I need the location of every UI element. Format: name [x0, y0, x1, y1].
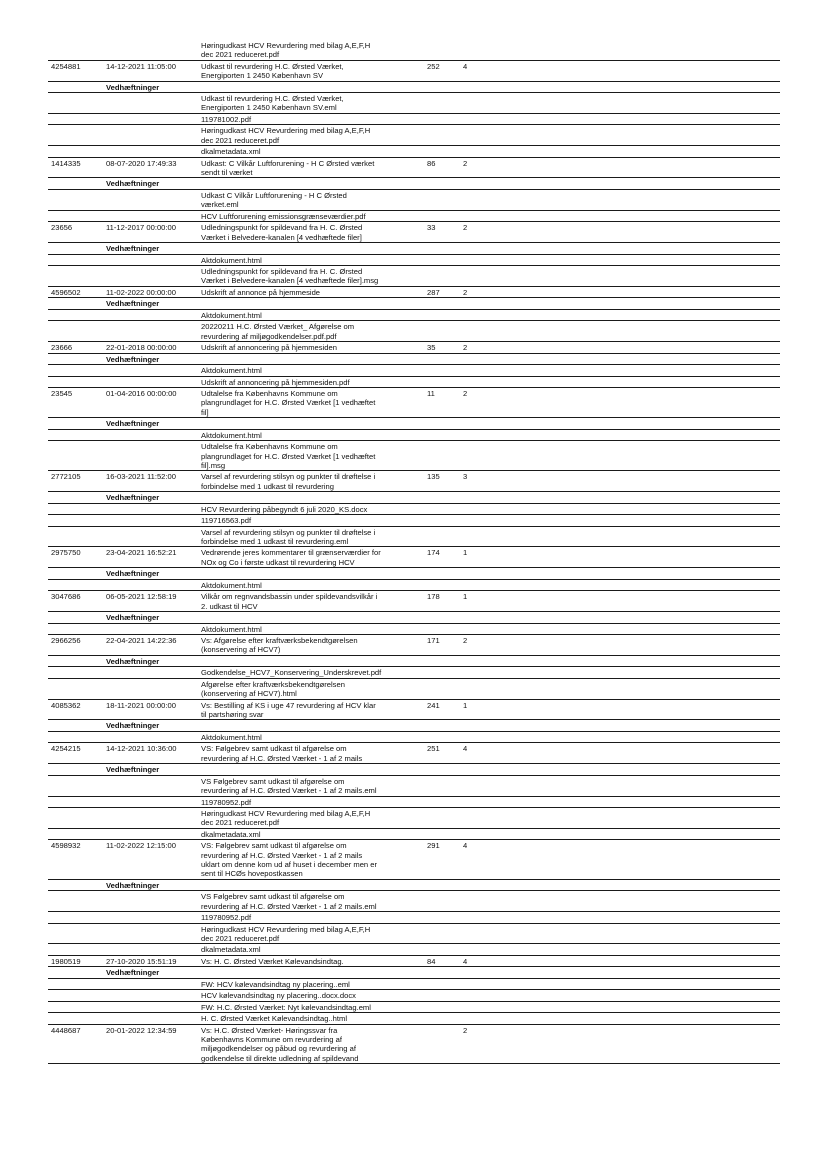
attachment-filename: H. C. Ørsted Værket Kølevandsindtag..html [201, 1014, 348, 1024]
attachments-label: Vedhæftninger [106, 179, 160, 189]
attachment-file-row [48, 515, 780, 527]
record-title: Udskrift af annoncering på hjemmesiden [201, 343, 337, 353]
record-id: 4085362 [51, 700, 81, 710]
attachments-header-row [48, 967, 780, 979]
record-id: 1414335 [51, 158, 81, 168]
record-title: Udledningspunkt for spildevand fra H. C. Ørsted Værket i Belvedere-kanalen [4 vedhæftede filer] [201, 223, 363, 242]
record-count: 1 [463, 592, 468, 602]
record-count: 2 [463, 223, 468, 233]
record-id: 4448687 [51, 1025, 81, 1035]
record-count: 2 [463, 158, 468, 168]
attachment-filename: Aktdokument.html [201, 255, 262, 265]
attachments-label: Vedhæftninger [106, 880, 160, 890]
record-title: Udkast: C Vilkår Luftforurening - H C Ørsted værket sendt til værket [201, 158, 375, 177]
record-count: 2 [463, 343, 468, 353]
record-id: 3047686 [51, 592, 81, 602]
attachment-filename: Godkendelse_HCV7_Konservering_Underskrevet.pdf [201, 668, 382, 678]
attachment-filename: FW: HCV kølevandsindtag ny placering..eml [201, 979, 350, 989]
attachment-file-row [48, 504, 780, 516]
record-row [48, 743, 780, 764]
record-count: 2 [463, 1025, 468, 1035]
record-title: Vedrørende jeres kommentarer til grænserværdier for NOx og Co i første udkast til revurdering HCV [201, 548, 381, 567]
record-row [48, 700, 780, 721]
record-row [48, 956, 780, 968]
attachment-filename: Høringudkast HCV Revurdering med bilag A,E,F,H dec 2021 reduceret.pdf [201, 924, 371, 943]
attachment-filename: VS Følgebrev samt udkast til afgørelse om revurdering af H.C. Ørsted Værket - 1 af 2 mails.eml [201, 892, 377, 911]
record-date: 11-12-2017 00:00:00 [106, 223, 176, 233]
attachment-file-row [48, 924, 780, 945]
attachment-filename: Høringudkast HCV Revurdering med bilag A,E,F,H dec 2021 reduceret.pdf [201, 809, 371, 828]
attachment-file-row [48, 40, 780, 61]
attachments-label: Vedhæftninger [106, 613, 160, 623]
record-row [48, 635, 780, 656]
attachment-file-row [48, 580, 780, 592]
record-count: 3 [463, 472, 468, 482]
record-count: 4 [463, 841, 468, 851]
attachments-header-row [48, 418, 780, 430]
attachment-file-row [48, 1013, 780, 1025]
record-number: 86 [427, 158, 436, 168]
record-number: 251 [427, 744, 440, 754]
attachment-filename: HCV Revurdering påbegyndt 6 juli 2020_KS.docx [201, 504, 368, 514]
record-date: 20-01-2022 12:34:59 [106, 1025, 177, 1035]
attachment-filename: Aktdokument.html [201, 732, 262, 742]
record-date: 14-12-2021 10:36:00 [106, 744, 177, 754]
attachments-header-row [48, 354, 780, 366]
attachments-label: Vedhæftninger [106, 765, 160, 775]
record-id: 2966256 [51, 636, 81, 646]
record-row [48, 287, 780, 299]
attachments-header-row [48, 298, 780, 310]
attachment-file-row [48, 979, 780, 991]
attachments-header-row [48, 764, 780, 776]
attachment-file-row [48, 527, 780, 548]
attachment-file-row [48, 891, 780, 912]
attachment-filename: 119716563.pdf [201, 516, 252, 526]
record-row [48, 547, 780, 568]
record-number: 291 [427, 841, 440, 851]
attachments-label: Vedhæftninger [106, 721, 160, 731]
record-title: VS: Følgebrev samt udkast til afgørelse om revurdering af H.C. Ørsted Værket - 1 af 2 mails uklart om denne kom ud af huset i december men er sent til HCØs hovepostkassen [201, 841, 378, 879]
record-date: 08-07-2020 17:49:33 [106, 158, 177, 168]
attachment-file-row [48, 829, 780, 841]
record-row [48, 158, 780, 179]
record-count: 1 [463, 700, 468, 710]
attachments-label: Vedhæftninger [106, 244, 160, 254]
record-id: 23545 [51, 389, 73, 399]
attachments-label: Vedhæftninger [106, 354, 160, 364]
record-row [48, 388, 780, 418]
attachments-label: Vedhæftninger [106, 419, 160, 429]
record-number: 287 [427, 287, 440, 297]
attachment-file-row [48, 125, 780, 146]
record-title: Vs: H. C. Ørsted Værket Kølevandsindtag. [201, 956, 344, 966]
attachments-header-row [48, 568, 780, 580]
attachment-file-row [48, 430, 780, 442]
attachment-filename: Udkast C Vilkår Luftforurening - H C Ørsted værket.eml [201, 190, 347, 210]
attachments-header-row [48, 492, 780, 504]
attachment-filename: HCV kølevandsindtag ny placering..docx.docx [201, 991, 356, 1001]
attachments-label: Vedhæftninger [106, 968, 160, 978]
record-title: Udkast til revurdering H.C. Ørsted Værket, Energiporten 1 2450 København SV [201, 61, 344, 81]
attachments-header-row [48, 178, 780, 190]
record-row [48, 61, 780, 82]
record-date: 16-03-2021 11:52:00 [106, 472, 176, 482]
attachment-file-row [48, 377, 780, 389]
attachments-header-row [48, 656, 780, 668]
attachment-filename: Udledningspunkt for spildevand fra H. C. Ørsted Værket i Belvedere-kanalen [4 vedhæftede filer].msg [201, 267, 379, 286]
attachment-file-row [48, 808, 780, 829]
attachment-filename: Høringudkast HCV Revurdering med bilag A,E,F,H dec 2021 reduceret.pdf [201, 126, 371, 145]
record-date: 06-05-2021 12:58:19 [106, 592, 177, 602]
attachments-header-row [48, 720, 780, 732]
attachment-file-row [48, 365, 780, 377]
record-row [48, 1025, 780, 1064]
attachment-filename: dkalmetadata.xml [201, 147, 261, 157]
record-date: 22-01-2018 00:00:00 [106, 343, 177, 353]
record-title: Vs: Bestilling af KS i uge 47 revurdering af HCV klar til partshøring svar [201, 700, 376, 719]
attachment-filename: VS Følgebrev samt udkast til afgørelse om revurdering af H.C. Ørsted Værket - 1 af 2 mails.eml [201, 776, 377, 796]
attachment-filename: Udtalelse fra Københavns Kommune om plangrundlaget for H.C. Ørsted Værket [1 vedhæftet fil].msg [201, 442, 376, 470]
record-count: 2 [463, 389, 468, 399]
record-id: 23656 [51, 223, 73, 233]
attachment-file-row [48, 310, 780, 322]
attachment-filename: HCV Luftforurening emissionsgrænseværdier.pdf [201, 211, 366, 221]
record-number: 33 [427, 223, 436, 233]
attachment-file-row [48, 679, 780, 700]
attachment-filename: 119781002.pdf [201, 114, 252, 124]
attachments-header-row [48, 82, 780, 94]
record-count: 4 [463, 744, 468, 754]
attachment-filename: 20220211 H.C. Ørsted Værket_ Afgørelse om revurdering af miljøgodkendelser.pdf.pdf [201, 322, 355, 341]
record-count: 4 [463, 61, 468, 71]
attachment-file-row [48, 255, 780, 267]
attachment-file-row [48, 1002, 780, 1014]
attachments-label: Vedhæftninger [106, 82, 160, 92]
record-row [48, 342, 780, 354]
attachments-label: Vedhæftninger [106, 493, 160, 503]
record-date: 14-12-2021 11:05:00 [106, 61, 176, 71]
record-row [48, 222, 780, 243]
record-id: 4598932 [51, 841, 81, 851]
attachments-label: Vedhæftninger [106, 569, 160, 579]
attachment-filename: Aktdokument.html [201, 310, 262, 320]
record-id: 4254881 [51, 61, 81, 71]
record-id: 23666 [51, 343, 73, 353]
attachment-filename: Varsel af revurdering stilsyn og punkter til drøftelse i forbindelse med 1 udkast til revurdering.eml [201, 527, 376, 546]
record-date: 23-04-2021 16:52:21 [106, 548, 177, 558]
attachment-file-row [48, 797, 780, 809]
attachment-filename: 119780952.pdf [201, 797, 252, 807]
record-id: 4254215 [51, 744, 81, 754]
attachment-filename: Afgørelse efter kraftværksbekendtgørelsen (konservering af HCV7).html [201, 679, 345, 699]
attachment-file-row [48, 624, 780, 636]
attachment-file-row [48, 912, 780, 924]
record-id: 1980519 [51, 956, 81, 966]
attachment-file-row [48, 667, 780, 679]
record-count: 2 [463, 287, 468, 297]
record-count: 2 [463, 636, 468, 646]
record-number: 174 [427, 548, 440, 558]
attachment-file-row [48, 266, 780, 287]
record-count: 1 [463, 548, 468, 558]
record-count: 4 [463, 956, 468, 966]
record-date: 11-02-2022 00:00:00 [106, 287, 176, 297]
attachments-header-row [48, 880, 780, 892]
attachment-filename: Aktdokument.html [201, 366, 262, 376]
record-title: Udskrift af annonce på hjemmeside [201, 287, 321, 297]
attachment-file-row [48, 146, 780, 158]
record-id: 2975750 [51, 548, 81, 558]
attachment-file-row [48, 990, 780, 1002]
record-id: 2772105 [51, 472, 81, 482]
record-number: 35 [427, 343, 436, 353]
record-number: 178 [427, 592, 440, 602]
record-title: Vilkår om regnvandsbassin under spildevandsvilkår i 2. udkast til HCV [201, 592, 378, 611]
record-row [48, 840, 780, 879]
record-number: 171 [427, 636, 440, 646]
record-date: 01-04-2016 00:00:00 [106, 389, 177, 399]
record-title: Vs: Afgørelse efter kraftværksbekendtgørelsen (konservering af HCV7) [201, 636, 358, 655]
record-title: Vs: H.C. Ørsted Værket- Høringssvar fra Københavns Kommune om revurdering af miljøgodkendelser og påbud og revurdering af godkendelse til direkte udledning af spildevand [201, 1025, 359, 1063]
attachment-file-row [48, 321, 780, 342]
attachment-filename: Udskrift af annoncering på hjemmesiden.pdf [201, 377, 350, 387]
record-number: 84 [427, 956, 436, 966]
attachment-filename: 119780952.pdf [201, 913, 252, 923]
record-date: 18-11-2021 00:00:00 [106, 700, 176, 710]
attachment-file-row [48, 441, 780, 471]
record-id: 4596502 [51, 287, 81, 297]
record-title: Udtalelse fra Københavns Kommune om plangrundlaget for H.C. Ørsted Værket [1 vedhæftet fil] [201, 389, 376, 417]
record-number: 252 [427, 61, 440, 71]
record-row [48, 471, 780, 492]
attachment-filename: Aktdokument.html [201, 624, 262, 634]
record-number: 135 [427, 472, 440, 482]
attachments-header-row [48, 612, 780, 624]
attachment-file-row [48, 190, 780, 211]
record-date: 22-04-2021 14:22:36 [106, 636, 177, 646]
attachment-filename: Aktdokument.html [201, 580, 262, 590]
attachment-file-row [48, 93, 780, 114]
attachments-label: Vedhæftninger [106, 299, 160, 309]
document-table [48, 40, 780, 1064]
attachment-filename: Udkast til revurdering H.C. Ørsted Værket, Energiporten 1 2450 København SV.eml [201, 94, 344, 113]
attachment-file-row [48, 776, 780, 797]
record-row [48, 591, 780, 612]
attachment-filename: Høringudkast HCV Revurdering med bilag A,E,F,H dec 2021 reduceret.pdf [201, 41, 371, 60]
attachment-file-row [48, 944, 780, 956]
record-title: VS: Følgebrev samt udkast til afgørelse om revurdering af H.C. Ørsted Værket - 1 af 2 mails [201, 744, 363, 763]
record-number: 241 [427, 700, 440, 710]
record-title: Varsel af revurdering stilsyn og punkter til drøftelse i forbindelse med 1 udkast til revurdering [201, 472, 376, 491]
attachment-file-row [48, 732, 780, 744]
attachment-filename: dkalmetadata.xml [201, 829, 261, 839]
record-number: 11 [427, 389, 435, 399]
attachment-filename: dkalmetadata.xml [201, 945, 261, 955]
record-date: 27-10-2020 15:51:19 [106, 956, 177, 966]
attachment-filename: FW: H.C. Ørsted Værket: Nyt kølevandsindtag.eml [201, 1002, 371, 1012]
attachments-header-row [48, 243, 780, 255]
attachment-filename: Aktdokument.html [201, 430, 262, 440]
attachment-file-row [48, 211, 780, 223]
record-date: 11-02-2022 12:15:00 [106, 841, 176, 851]
attachment-file-row [48, 114, 780, 126]
attachments-label: Vedhæftninger [106, 656, 160, 666]
